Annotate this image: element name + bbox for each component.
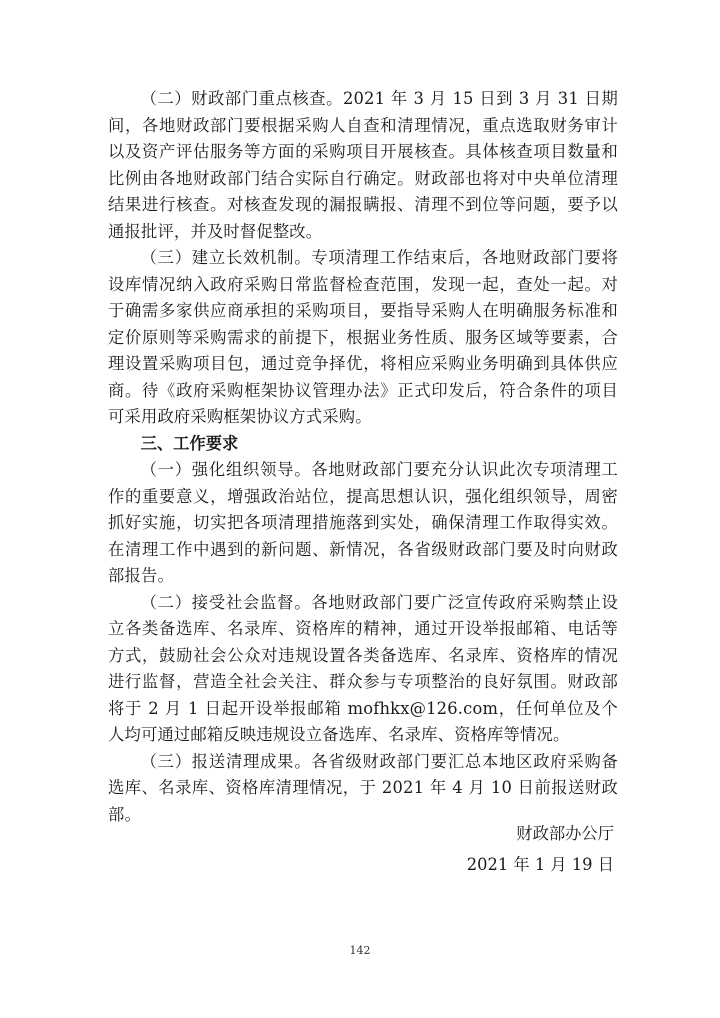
signature-date: 2021 年 1 月 19 日: [466, 855, 614, 874]
paragraph-financial-verification: （二）财政部门重点核查。2021 年 3 月 15 日到 3 月 31 日期间，各地财政部门要根据采购人自查和清理情况，重点选取财务审计以及资产评估服务等方面的采购项目开展核查。具体核查项目数量和比例由各地财政部门结合实际自行确定。财政部也将对中央单位清理结果进行核查。对核查发现的漏报瞒报、清理不到位等问题，要予以通报批评，并及时督促整改。: [108, 89, 618, 241]
signature-organization: 财政部办公厅: [516, 824, 614, 843]
paragraph-organizational-leadership: （一）强化组织领导。各地财政部门要充分认识此次专项清理工作的重要意义，增强政治站位，提高思想认识，强化组织领导，周密抓好实施，切实把各项清理措施落到实处，确保清理工作取得实效。在清理工作中遇到的新问题、新情况，各省级财政部门要及时向财政部报告。: [108, 460, 618, 585]
document-body: [108, 86, 618, 828]
paragraph-long-term-mechanism: （三）建立长效机制。专项清理工作结束后，各地财政部门要将设库情况纳入政府采购日常监督检查范围，发现一起，查处一起。对于确需多家供应商承担的采购项目，要指导采购人在明确服务标准和定价原则等采购需求的前提下，根据业务性质、服务区域等要素，合理设置采购项目包，通过竞争择优，将相应采购业务明确到具体供应商。待《政府采购框架协议管理办法》正式印发后，符合条件的项目可采用政府采购框架协议方式采购。: [108, 248, 618, 426]
page-number: 142: [349, 944, 371, 957]
paragraph-social-supervision: （二）接受社会监督。各地财政部门要广泛宣传政府采购禁止设立各类备选库、名录库、资格库的精神，通过开设举报邮箱、电话等方式，鼓励社会公众对违规设置各类备选库、名录库、资格库的情况进行监督，营造全社会关注、群众参与专项整治的良好氛围。财政部将于 2 月 1 日起开设举报邮箱 mofhkx@126.com，任何单位及个人均可通过邮箱反映违规设立备选库、名录库、资格库等情况。: [108, 592, 618, 744]
signature-block: [467, 818, 614, 880]
paragraph-report-results: （三）报送清理成果。各省级财政部门要汇总本地区政府采购备选库、名录库、资格库清理情况，于 2021 年 4 月 10 日前报送财政部。: [108, 751, 618, 824]
section-heading-work-requirements: 三、工作要求: [140, 433, 239, 453]
